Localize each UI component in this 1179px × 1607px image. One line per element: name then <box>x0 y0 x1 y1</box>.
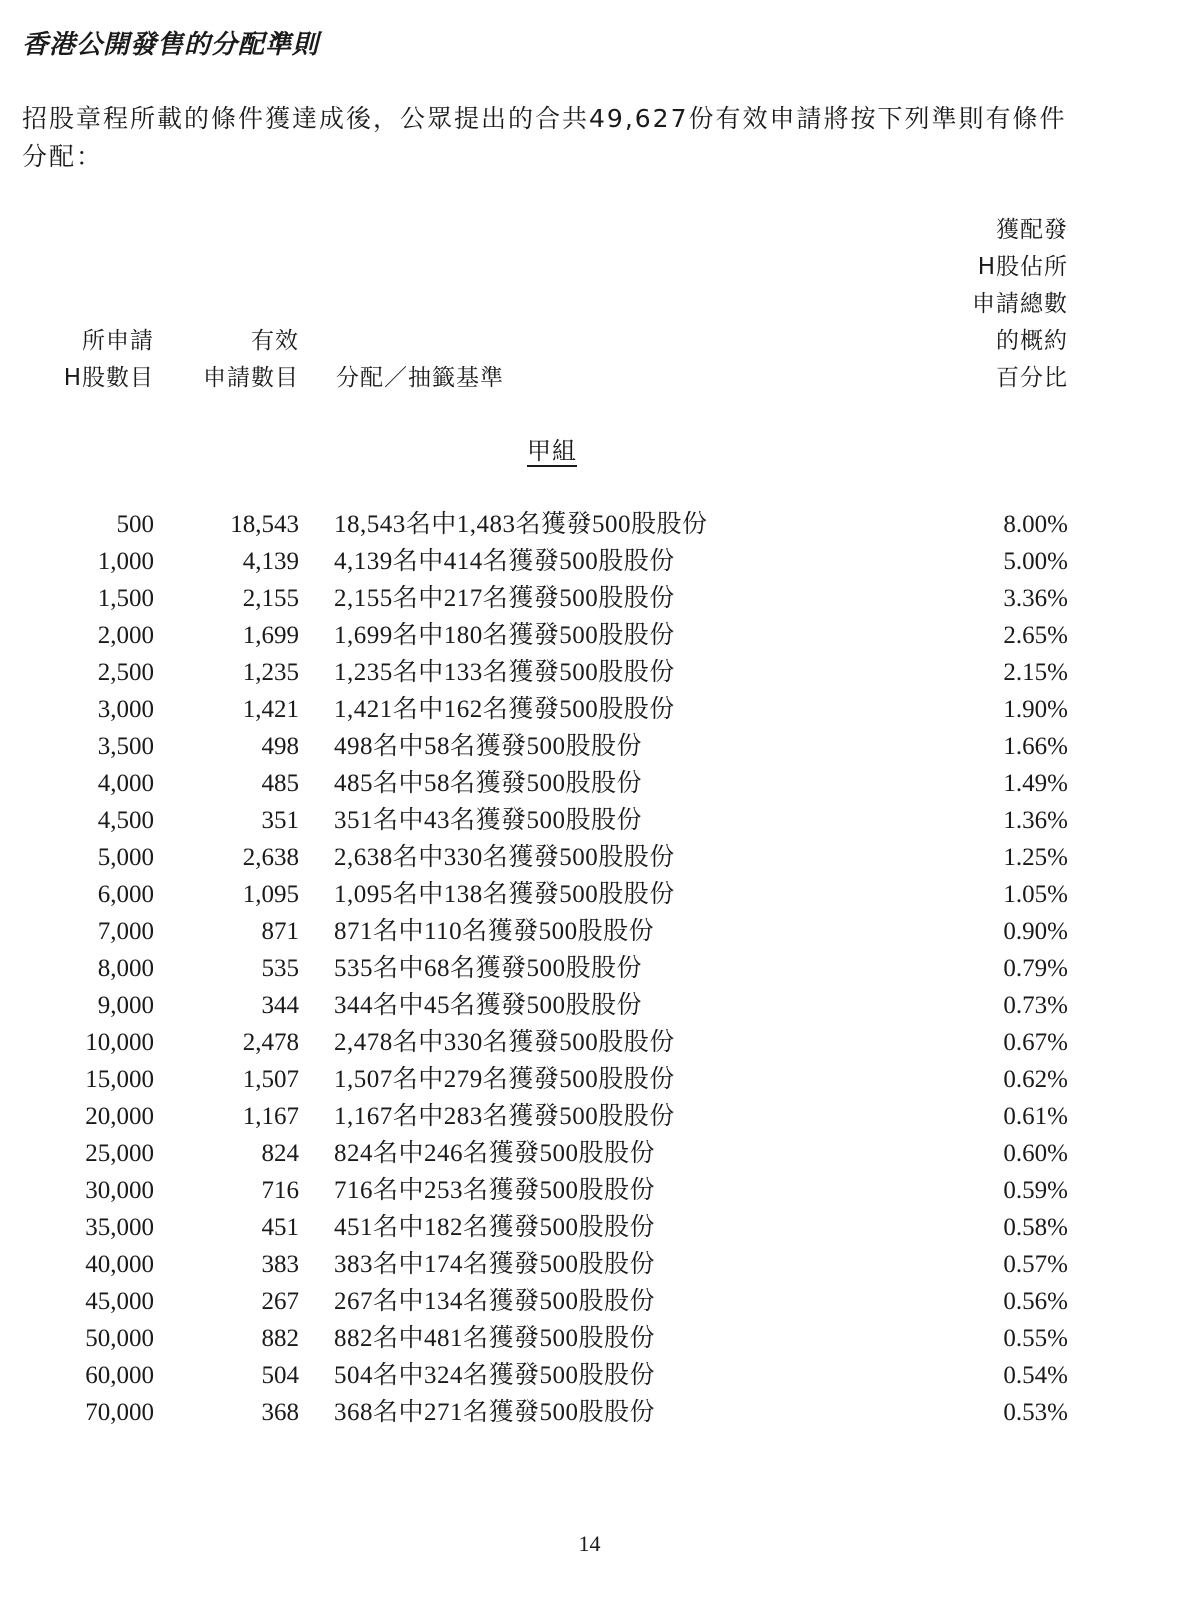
cell-shares-applied: 9,000 <box>97 992 154 1019</box>
cell-allocation-percentage: 0.55% <box>1003 1325 1068 1352</box>
cell-shares-applied: 20,000 <box>85 1103 154 1130</box>
cell-allocation-percentage: 1.90% <box>1003 696 1068 723</box>
cell-allocation-percentage: 0.53% <box>1003 1399 1068 1426</box>
cell-allocation-percentage: 0.67% <box>1003 1029 1068 1056</box>
table-row <box>0 1172 1179 1209</box>
table-row <box>0 802 1179 839</box>
cell-valid-applications: 18,543 <box>230 511 299 538</box>
cell-shares-applied: 2,500 <box>97 659 154 686</box>
cell-allocation-percentage: 0.79% <box>1003 955 1068 982</box>
cell-shares-applied: 1,000 <box>97 548 154 575</box>
cell-allocation-basis: 1,235名中133名獲發500股股份 <box>334 659 675 686</box>
cell-allocation-basis: 2,638名中330名獲發500股股份 <box>334 844 675 871</box>
cell-shares-applied: 3,500 <box>97 733 154 760</box>
cell-allocation-percentage: 0.59% <box>1003 1177 1068 1204</box>
cell-valid-applications: 871 <box>261 918 299 945</box>
cell-allocation-basis: 824名中246名獲發500股股份 <box>334 1140 656 1167</box>
table-row <box>0 580 1179 617</box>
cell-allocation-percentage: 8.00% <box>1003 511 1068 538</box>
cell-allocation-percentage: 3.36% <box>1003 585 1068 612</box>
table-row <box>0 728 1179 765</box>
table-row <box>0 913 1179 950</box>
cell-allocation-percentage: 0.60% <box>1003 1140 1068 1167</box>
cell-allocation-basis: 1,421名中162名獲發500股股份 <box>334 696 675 723</box>
cell-shares-applied: 8,000 <box>97 955 154 982</box>
header-allocation-basis: 分配／抽籤基準 <box>336 365 504 391</box>
cell-shares-applied: 40,000 <box>85 1251 154 1278</box>
table-row <box>0 1246 1179 1283</box>
header-shares-applied: 所申請 H股數目 <box>63 328 154 391</box>
cell-shares-applied: 1,500 <box>97 585 154 612</box>
table-row <box>0 1320 1179 1357</box>
cell-allocation-percentage: 2.65% <box>1003 622 1068 649</box>
header-allocation-percentage: 獲配發 H股佔所 申請總數 的概約 百分比 <box>972 217 1068 391</box>
cell-allocation-percentage: 0.56% <box>1003 1288 1068 1315</box>
page-number: 14 <box>578 1531 601 1556</box>
cell-allocation-basis: 504名中324名獲發500股股份 <box>334 1362 656 1389</box>
cell-allocation-percentage: 5.00% <box>1003 548 1068 575</box>
cell-shares-applied: 7,000 <box>97 918 154 945</box>
cell-allocation-percentage: 0.61% <box>1003 1103 1068 1130</box>
cell-valid-applications: 882 <box>261 1325 299 1352</box>
cell-allocation-percentage: 1.49% <box>1003 770 1068 797</box>
cell-shares-applied: 50,000 <box>85 1325 154 1352</box>
cell-allocation-basis: 1,167名中283名獲發500股股份 <box>334 1103 675 1130</box>
cell-allocation-basis: 1,699名中180名獲發500股股份 <box>334 622 675 649</box>
cell-allocation-basis: 1,507名中279名獲發500股股份 <box>334 1066 675 1093</box>
cell-valid-applications: 351 <box>261 807 299 834</box>
cell-shares-applied: 4,000 <box>97 770 154 797</box>
cell-valid-applications: 1,699 <box>242 622 299 649</box>
cell-allocation-basis: 498名中58名獲發500股股份 <box>334 733 643 760</box>
cell-shares-applied: 15,000 <box>85 1066 154 1093</box>
cell-valid-applications: 535 <box>261 955 299 982</box>
table-row <box>0 506 1179 543</box>
cell-valid-applications: 498 <box>261 733 299 760</box>
cell-shares-applied: 5,000 <box>97 844 154 871</box>
cell-valid-applications: 1,095 <box>242 881 299 908</box>
table-row <box>0 1283 1179 1320</box>
allocation-table <box>0 506 1179 1431</box>
cell-allocation-percentage: 1.66% <box>1003 733 1068 760</box>
cell-allocation-basis: 485名中58名獲發500股股份 <box>334 770 643 797</box>
cell-valid-applications: 451 <box>261 1214 299 1241</box>
table-row <box>0 1135 1179 1172</box>
table-row <box>0 617 1179 654</box>
cell-allocation-basis: 716名中253名獲發500股股份 <box>334 1177 656 1204</box>
cell-allocation-basis: 1,095名中138名獲發500股股份 <box>334 881 675 908</box>
header-valid-applications: 有效 申請數目 <box>203 328 299 391</box>
cell-shares-applied: 35,000 <box>85 1214 154 1241</box>
cell-valid-applications: 344 <box>261 992 299 1019</box>
table-row <box>0 1209 1179 1246</box>
group-label: 甲組 <box>527 437 577 465</box>
table-row <box>0 1098 1179 1135</box>
cell-valid-applications: 368 <box>261 1399 299 1426</box>
cell-allocation-percentage: 0.73% <box>1003 992 1068 1019</box>
table-row <box>0 839 1179 876</box>
cell-allocation-basis: 267名中134名獲發500股股份 <box>334 1288 656 1315</box>
cell-valid-applications: 267 <box>261 1288 299 1315</box>
cell-valid-applications: 504 <box>261 1362 299 1389</box>
cell-allocation-basis: 871名中110名獲發500股股份 <box>334 918 655 945</box>
cell-shares-applied: 2,000 <box>97 622 154 649</box>
cell-allocation-basis: 344名中45名獲發500股股份 <box>334 992 643 1019</box>
cell-valid-applications: 2,638 <box>242 844 299 871</box>
cell-allocation-basis: 4,139名中414名獲發500股股份 <box>334 548 675 575</box>
cell-valid-applications: 1,507 <box>242 1066 299 1093</box>
table-row <box>0 543 1179 580</box>
cell-shares-applied: 25,000 <box>85 1140 154 1167</box>
cell-allocation-basis: 882名中481名獲發500股股份 <box>334 1325 656 1352</box>
cell-shares-applied: 4,500 <box>97 807 154 834</box>
table-row <box>0 1024 1179 1061</box>
cell-shares-applied: 60,000 <box>85 1362 154 1389</box>
table-row <box>0 876 1179 913</box>
section-title: 香港公開發售的分配準則 <box>22 30 320 60</box>
table-row <box>0 1394 1179 1431</box>
cell-allocation-percentage: 1.05% <box>1003 881 1068 908</box>
cell-valid-applications: 824 <box>261 1140 299 1167</box>
table-row <box>0 1061 1179 1098</box>
table-row <box>0 765 1179 802</box>
cell-valid-applications: 716 <box>261 1177 299 1204</box>
cell-allocation-basis: 18,543名中1,483名獲發500股股份 <box>334 511 708 538</box>
cell-shares-applied: 45,000 <box>85 1288 154 1315</box>
cell-allocation-percentage: 0.58% <box>1003 1214 1068 1241</box>
cell-shares-applied: 6,000 <box>97 881 154 908</box>
cell-allocation-percentage: 1.25% <box>1003 844 1068 871</box>
intro-paragraph: 招股章程所載的條件獲達成後，公眾提出的合共49,627份有效申請將按下列準則有條件分配： <box>22 104 1067 171</box>
cell-allocation-basis: 368名中271名獲發500股股份 <box>334 1399 656 1426</box>
cell-valid-applications: 383 <box>261 1251 299 1278</box>
cell-shares-applied: 3,000 <box>97 696 154 723</box>
cell-valid-applications: 4,139 <box>242 548 299 575</box>
cell-allocation-basis: 2,155名中217名獲發500股股份 <box>334 585 675 612</box>
cell-shares-applied: 30,000 <box>85 1177 154 1204</box>
cell-valid-applications: 1,421 <box>242 696 299 723</box>
cell-allocation-percentage: 0.90% <box>1003 918 1068 945</box>
table-row <box>0 1357 1179 1394</box>
cell-allocation-percentage: 0.62% <box>1003 1066 1068 1093</box>
cell-valid-applications: 2,478 <box>242 1029 299 1056</box>
cell-allocation-basis: 383名中174名獲發500股股份 <box>334 1251 656 1278</box>
table-row <box>0 654 1179 691</box>
cell-shares-applied: 500 <box>116 511 154 538</box>
table-row <box>0 691 1179 728</box>
cell-allocation-percentage: 0.57% <box>1003 1251 1068 1278</box>
cell-allocation-percentage: 1.36% <box>1003 807 1068 834</box>
cell-valid-applications: 2,155 <box>242 585 299 612</box>
cell-allocation-basis: 451名中182名獲發500股股份 <box>334 1214 656 1241</box>
cell-allocation-percentage: 2.15% <box>1003 659 1068 686</box>
cell-allocation-basis: 2,478名中330名獲發500股股份 <box>334 1029 675 1056</box>
cell-shares-applied: 70,000 <box>85 1399 154 1426</box>
cell-allocation-percentage: 0.54% <box>1003 1362 1068 1389</box>
cell-shares-applied: 10,000 <box>85 1029 154 1056</box>
table-row <box>0 987 1179 1024</box>
cell-valid-applications: 1,235 <box>242 659 299 686</box>
cell-allocation-basis: 351名中43名獲發500股股份 <box>334 807 643 834</box>
table-row <box>0 950 1179 987</box>
cell-valid-applications: 485 <box>261 770 299 797</box>
cell-valid-applications: 1,167 <box>242 1103 299 1130</box>
cell-allocation-basis: 535名中68名獲發500股股份 <box>334 955 643 982</box>
